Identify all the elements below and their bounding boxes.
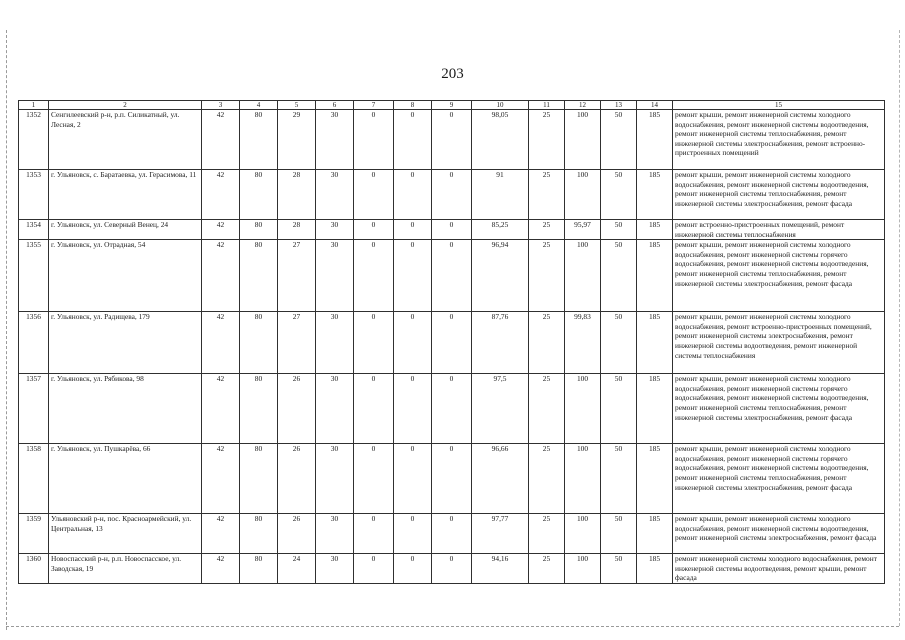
value-cell: 42 bbox=[202, 312, 240, 374]
table-row bbox=[19, 312, 885, 374]
registry-table bbox=[18, 100, 885, 584]
value-cell: 0 bbox=[354, 170, 394, 220]
value-cell: 0 bbox=[432, 374, 472, 444]
address-cell: Новоспасский р-н, р.п. Новоспасское, ул. Заводская, 19 bbox=[49, 554, 202, 584]
column-number-cell: 4 bbox=[240, 101, 278, 110]
value-cell: 0 bbox=[394, 514, 432, 554]
table-row bbox=[19, 374, 885, 444]
value-cell: 0 bbox=[354, 444, 394, 514]
value-cell: 25 bbox=[529, 514, 565, 554]
value-cell: 30 bbox=[316, 312, 354, 374]
value-cell: 42 bbox=[202, 514, 240, 554]
value-cell: 28 bbox=[278, 170, 316, 220]
address-cell: г. Ульяновск, ул. Пушкарёва, 66 bbox=[49, 444, 202, 514]
value-cell: 185 bbox=[637, 312, 673, 374]
value-cell: 0 bbox=[354, 110, 394, 170]
column-number-cell: 10 bbox=[472, 101, 529, 110]
works-cell: ремонт инженерной системы холодного водоснабжения, ремонт инженерной системы водоотведения, ремонт крыши, ремонт фасада bbox=[673, 554, 885, 584]
value-cell: 30 bbox=[316, 554, 354, 584]
column-number-cell: 1 bbox=[19, 101, 49, 110]
row-number-cell: 1359 bbox=[19, 514, 49, 554]
value-cell: 30 bbox=[316, 110, 354, 170]
scan-edge-right bbox=[899, 30, 900, 626]
value-cell: 25 bbox=[529, 170, 565, 220]
column-number-cell: 3 bbox=[202, 101, 240, 110]
value-cell: 25 bbox=[529, 554, 565, 584]
column-number-cell: 9 bbox=[432, 101, 472, 110]
value-cell: 80 bbox=[240, 312, 278, 374]
value-cell: 0 bbox=[432, 170, 472, 220]
address-cell: г. Ульяновск, ул. Северный Венец, 24 bbox=[49, 220, 202, 240]
value-cell: 185 bbox=[637, 514, 673, 554]
value-cell: 42 bbox=[202, 220, 240, 240]
column-number-cell: 12 bbox=[565, 101, 601, 110]
value-cell: 185 bbox=[637, 554, 673, 584]
value-cell: 185 bbox=[637, 444, 673, 514]
address-cell: г. Ульяновск, с. Баратаевка, ул. Герасимова, 11 bbox=[49, 170, 202, 220]
value-cell: 185 bbox=[637, 240, 673, 312]
row-number-cell: 1352 bbox=[19, 110, 49, 170]
value-cell: 0 bbox=[394, 312, 432, 374]
value-cell: 42 bbox=[202, 374, 240, 444]
value-cell: 27 bbox=[278, 240, 316, 312]
value-cell: 185 bbox=[637, 220, 673, 240]
value-cell: 80 bbox=[240, 220, 278, 240]
value-cell: 42 bbox=[202, 110, 240, 170]
value-cell: 0 bbox=[354, 514, 394, 554]
value-cell: 50 bbox=[601, 514, 637, 554]
value-cell: 30 bbox=[316, 374, 354, 444]
value-cell: 0 bbox=[432, 554, 472, 584]
value-cell: 0 bbox=[432, 240, 472, 312]
value-cell: 25 bbox=[529, 374, 565, 444]
value-cell: 100 bbox=[565, 514, 601, 554]
table-row bbox=[19, 170, 885, 220]
value-cell: 100 bbox=[565, 444, 601, 514]
value-cell: 96,66 bbox=[472, 444, 529, 514]
address-cell: г. Ульяновск, ул. Отрадная, 54 bbox=[49, 240, 202, 312]
value-cell: 50 bbox=[601, 312, 637, 374]
value-cell: 26 bbox=[278, 444, 316, 514]
column-number-cell: 2 bbox=[49, 101, 202, 110]
value-cell: 42 bbox=[202, 444, 240, 514]
page-number: 203 bbox=[441, 66, 464, 82]
value-cell: 50 bbox=[601, 554, 637, 584]
column-number-row bbox=[19, 101, 885, 110]
value-cell: 25 bbox=[529, 110, 565, 170]
row-number-cell: 1354 bbox=[19, 220, 49, 240]
value-cell: 95,97 bbox=[565, 220, 601, 240]
value-cell: 185 bbox=[637, 170, 673, 220]
value-cell: 80 bbox=[240, 110, 278, 170]
registry-body bbox=[19, 101, 885, 584]
column-number-cell: 6 bbox=[316, 101, 354, 110]
value-cell: 185 bbox=[637, 110, 673, 170]
value-cell: 100 bbox=[565, 554, 601, 584]
value-cell: 96,94 bbox=[472, 240, 529, 312]
value-cell: 50 bbox=[601, 170, 637, 220]
value-cell: 50 bbox=[601, 444, 637, 514]
address-cell: Ульяновский р-н, пос. Красноармейский, ул. Центральная, 13 bbox=[49, 514, 202, 554]
works-cell: ремонт крыши, ремонт инженерной системы холодного водоснабжения, ремонт инженерной системы водоотведения, ремонт инженерной системы теплоснабжения, ремонт инженерной системы электроснабжения, ремонт фасада bbox=[673, 170, 885, 220]
value-cell: 97,77 bbox=[472, 514, 529, 554]
value-cell: 80 bbox=[240, 514, 278, 554]
value-cell: 26 bbox=[278, 514, 316, 554]
address-cell: Сенгилеевский р-н, р.п. Силикатный, ул. Лесная, 2 bbox=[49, 110, 202, 170]
value-cell: 30 bbox=[316, 240, 354, 312]
value-cell: 25 bbox=[529, 444, 565, 514]
value-cell: 0 bbox=[432, 444, 472, 514]
value-cell: 97,5 bbox=[472, 374, 529, 444]
value-cell: 25 bbox=[529, 312, 565, 374]
works-cell: ремонт встроенно-пристроенных помещений, ремонт инженерной системы теплоснабжения bbox=[673, 220, 885, 240]
works-cell: ремонт крыши, ремонт инженерной системы холодного водоснабжения, ремонт встроенно-пристроенных помещений, ремонт инженерной системы электроснабжения, ремонт инженерной системы водоотведения, ремонт инженерной системы теплоснабжения bbox=[673, 312, 885, 374]
table-row bbox=[19, 554, 885, 584]
address-cell: г. Ульяновск, ул. Радищева, 179 bbox=[49, 312, 202, 374]
value-cell: 30 bbox=[316, 514, 354, 554]
value-cell: 0 bbox=[354, 312, 394, 374]
row-number-cell: 1356 bbox=[19, 312, 49, 374]
row-number-cell: 1353 bbox=[19, 170, 49, 220]
column-number-cell: 5 bbox=[278, 101, 316, 110]
value-cell: 98,05 bbox=[472, 110, 529, 170]
works-cell: ремонт крыши, ремонт инженерной системы холодного водоснабжения, ремонт инженерной системы водоотведения, ремонт инженерной системы теплоснабжения, ремонт инженерной системы электроснабжения, ремонт встроенно-пристроенных помещений bbox=[673, 110, 885, 170]
value-cell: 0 bbox=[354, 374, 394, 444]
value-cell: 87,76 bbox=[472, 312, 529, 374]
value-cell: 99,83 bbox=[565, 312, 601, 374]
value-cell: 0 bbox=[354, 554, 394, 584]
value-cell: 50 bbox=[601, 110, 637, 170]
value-cell: 29 bbox=[278, 110, 316, 170]
scan-edge-bottom bbox=[6, 626, 899, 627]
value-cell: 28 bbox=[278, 220, 316, 240]
value-cell: 0 bbox=[394, 110, 432, 170]
table-row bbox=[19, 220, 885, 240]
value-cell: 80 bbox=[240, 170, 278, 220]
value-cell: 0 bbox=[432, 110, 472, 170]
column-number-cell: 11 bbox=[529, 101, 565, 110]
value-cell: 94,16 bbox=[472, 554, 529, 584]
value-cell: 0 bbox=[354, 220, 394, 240]
value-cell: 0 bbox=[394, 170, 432, 220]
table-row bbox=[19, 110, 885, 170]
value-cell: 42 bbox=[202, 240, 240, 312]
value-cell: 80 bbox=[240, 240, 278, 312]
works-cell: ремонт крыши, ремонт инженерной системы холодного водоснабжения, ремонт инженерной системы горячего водоснабжения, ремонт инженерной системы водоотведения, ремонт инженерной системы теплоснабжения, ремонт инженерной системы электроснабжения, ремонт фасада bbox=[673, 444, 885, 514]
value-cell: 25 bbox=[529, 240, 565, 312]
value-cell: 24 bbox=[278, 554, 316, 584]
value-cell: 50 bbox=[601, 240, 637, 312]
row-number-cell: 1357 bbox=[19, 374, 49, 444]
column-number-cell: 8 bbox=[394, 101, 432, 110]
value-cell: 100 bbox=[565, 374, 601, 444]
row-number-cell: 1358 bbox=[19, 444, 49, 514]
value-cell: 0 bbox=[354, 240, 394, 312]
column-number-cell: 13 bbox=[601, 101, 637, 110]
value-cell: 0 bbox=[394, 240, 432, 312]
value-cell: 25 bbox=[529, 220, 565, 240]
value-cell: 0 bbox=[394, 554, 432, 584]
value-cell: 100 bbox=[565, 170, 601, 220]
value-cell: 0 bbox=[394, 220, 432, 240]
value-cell: 85,25 bbox=[472, 220, 529, 240]
value-cell: 80 bbox=[240, 374, 278, 444]
works-cell: ремонт крыши, ремонт инженерной системы холодного водоснабжения, ремонт инженерной системы горячего водоснабжения, ремонт инженерной системы водоотведения, ремонт инженерной системы теплоснабжения, ремонт инженерной системы электроснабжения, ремонт фасада bbox=[673, 240, 885, 312]
table-row bbox=[19, 240, 885, 312]
row-number-cell: 1355 bbox=[19, 240, 49, 312]
row-number-cell: 1360 bbox=[19, 554, 49, 584]
value-cell: 27 bbox=[278, 312, 316, 374]
address-cell: г. Ульяновск, ул. Рябикова, 98 bbox=[49, 374, 202, 444]
scan-edge-left bbox=[6, 30, 7, 630]
works-cell: ремонт крыши, ремонт инженерной системы холодного водоснабжения, ремонт инженерной системы горячего водоснабжения, ремонт инженерной системы водоотведения, ремонт инженерной системы теплоснабжения, ремонт инженерной системы электроснабжения, ремонт фасада bbox=[673, 374, 885, 444]
value-cell: 0 bbox=[432, 514, 472, 554]
works-cell: ремонт крыши, ремонт инженерной системы холодного водоснабжения, ремонт инженерной системы водоотведения, ремонт инженерной системы электроснабжения, ремонт фасада bbox=[673, 514, 885, 554]
value-cell: 50 bbox=[601, 374, 637, 444]
value-cell: 0 bbox=[432, 220, 472, 240]
value-cell: 26 bbox=[278, 374, 316, 444]
value-cell: 0 bbox=[394, 374, 432, 444]
value-cell: 30 bbox=[316, 170, 354, 220]
column-number-cell: 7 bbox=[354, 101, 394, 110]
value-cell: 80 bbox=[240, 444, 278, 514]
column-number-cell: 14 bbox=[637, 101, 673, 110]
value-cell: 30 bbox=[316, 220, 354, 240]
value-cell: 80 bbox=[240, 554, 278, 584]
value-cell: 91 bbox=[472, 170, 529, 220]
value-cell: 100 bbox=[565, 240, 601, 312]
value-cell: 42 bbox=[202, 170, 240, 220]
value-cell: 0 bbox=[432, 312, 472, 374]
table-row bbox=[19, 444, 885, 514]
value-cell: 42 bbox=[202, 554, 240, 584]
column-number-cell: 15 bbox=[673, 101, 885, 110]
value-cell: 0 bbox=[394, 444, 432, 514]
value-cell: 185 bbox=[637, 374, 673, 444]
value-cell: 50 bbox=[601, 220, 637, 240]
value-cell: 100 bbox=[565, 110, 601, 170]
table-row bbox=[19, 514, 885, 554]
value-cell: 30 bbox=[316, 444, 354, 514]
